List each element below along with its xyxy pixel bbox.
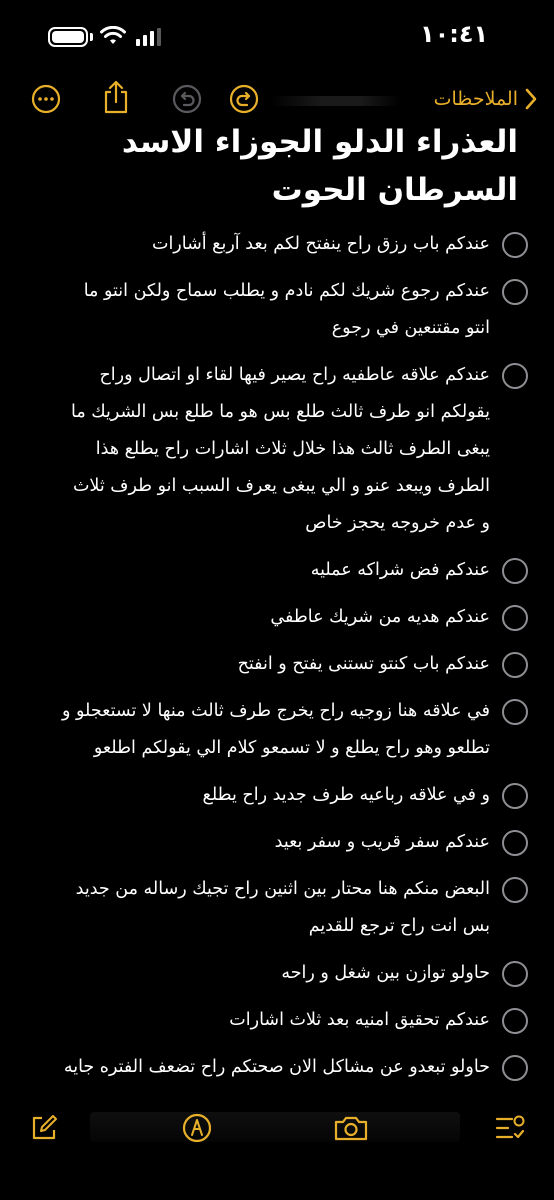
- checklist-item-text[interactable]: في علاقه هنا زوجيه راح يخرج طرف ثالث منها لا تستعجلو و تطلعو وهو راح يطلع و لا تسمعو كلام الي يقولكم اطلعو: [62, 701, 490, 758]
- status-time: ١٠:٤١: [420, 20, 489, 48]
- checklist-item-text[interactable]: عندكم باب رزق راح ينفتح لكم بعد آربع أشارات: [151, 234, 490, 254]
- camera-icon[interactable]: [333, 1112, 369, 1144]
- checklist-item[interactable]: [60, 552, 490, 589]
- checklist-item[interactable]: [60, 357, 490, 542]
- checkbox-circle-icon[interactable]: [502, 363, 528, 389]
- battery-icon: [48, 27, 88, 47]
- undo-icon[interactable]: [172, 84, 202, 114]
- back-button-label: الملاحظات: [433, 88, 518, 110]
- checkbox-circle-icon[interactable]: [502, 877, 528, 903]
- checklist-item[interactable]: [60, 693, 490, 767]
- share-icon[interactable]: [101, 80, 131, 114]
- checklist-item[interactable]: [60, 226, 490, 263]
- checkbox-circle-icon[interactable]: [502, 558, 528, 584]
- markup-pen-icon[interactable]: [181, 1112, 213, 1144]
- checklist-item-text[interactable]: عندكم علاقه عاطفيه راح يصير فيها لقاء او اتصال وراح يقولكم انو طرف ثالث طلع بس هو ما طلع بس الشريك ما يبغى الطرف ثالث هذا خلال ثلاث اشارات راح يطلع هذا الطرف ويبعد عنو و الي يبغى يعرف السبب انو طرف ثلاث و عدم خروجه يحجز خاص: [70, 365, 490, 533]
- checklist-item[interactable]: [60, 273, 490, 347]
- checkbox-circle-icon[interactable]: [502, 783, 528, 809]
- bottom-toolbar: [0, 1100, 554, 1160]
- checkbox-circle-icon[interactable]: [502, 605, 528, 631]
- checklist-item-text[interactable]: عندكم تحقيق امنيه بعد ثلاث اشارات: [229, 1010, 490, 1030]
- checkbox-circle-icon[interactable]: [502, 279, 528, 305]
- battery-tip: [90, 33, 93, 41]
- status-bar: [0, 0, 554, 75]
- back-button[interactable]: [434, 84, 538, 114]
- checklist-item-text[interactable]: عندكم باب كنتو تستنى يفتح و انفتح: [237, 654, 490, 674]
- checklist-item-text[interactable]: و في علاقه رباعيه طرف جديد راح يطلع: [202, 785, 490, 805]
- checklist-item-text[interactable]: عندكم رجوع شريك لكم نادم و يطلب سماح ولكن انتو ما انتو مقتنعين في رجوع: [83, 281, 490, 338]
- checklist-item[interactable]: [60, 955, 490, 992]
- checklist-item-text[interactable]: عندكم سفر قريب و سفر بعيد: [274, 832, 490, 852]
- checklist-item-text[interactable]: عندكم هديه من شريك عاطفي: [270, 607, 490, 627]
- checklist-icon[interactable]: [494, 1112, 526, 1144]
- checklist-item[interactable]: [60, 777, 490, 814]
- checkbox-circle-icon[interactable]: [502, 830, 528, 856]
- checklist-item[interactable]: [60, 824, 490, 861]
- cellular-signal-icon: [136, 28, 161, 46]
- checkbox-circle-icon[interactable]: [502, 1055, 528, 1081]
- checklist-item-text[interactable]: البعض منكم هنا محتار بين اثنين راح تجيك رساله من جديد بس انت راح ترجع للقديم: [75, 879, 490, 936]
- checkbox-circle-icon[interactable]: [502, 699, 528, 725]
- checklist-item-text[interactable]: حاولو توازن بين شغل و راحه: [281, 963, 490, 983]
- checklist-item[interactable]: [60, 1049, 490, 1086]
- checklist-item-text[interactable]: عندكم فض شراكه عمليه: [310, 560, 490, 580]
- note-title[interactable]: العذراء الدلو الجوزاء الاسد السرطان الحوت: [121, 124, 518, 208]
- checklist-item[interactable]: [60, 599, 490, 636]
- wifi-icon: [100, 26, 126, 46]
- checkbox-circle-icon[interactable]: [502, 1008, 528, 1034]
- checkbox-circle-icon[interactable]: [502, 652, 528, 678]
- redo-icon[interactable]: [229, 84, 259, 114]
- checkbox-circle-icon[interactable]: [502, 961, 528, 987]
- checklist-item[interactable]: [60, 646, 490, 683]
- checklist-item[interactable]: [60, 871, 490, 945]
- checklist: [60, 226, 490, 1096]
- checklist-item[interactable]: [60, 1002, 490, 1039]
- checkbox-circle-icon[interactable]: [502, 232, 528, 258]
- faded-title-ghost: [270, 96, 400, 106]
- compose-icon[interactable]: [28, 1112, 60, 1144]
- checklist-item-text[interactable]: حاولو تبعدو عن مشاكل الان صحتكم راح تضعف الفتره جايه: [63, 1057, 490, 1077]
- chevron-left-icon: [524, 88, 538, 110]
- more-icon[interactable]: [31, 84, 61, 114]
